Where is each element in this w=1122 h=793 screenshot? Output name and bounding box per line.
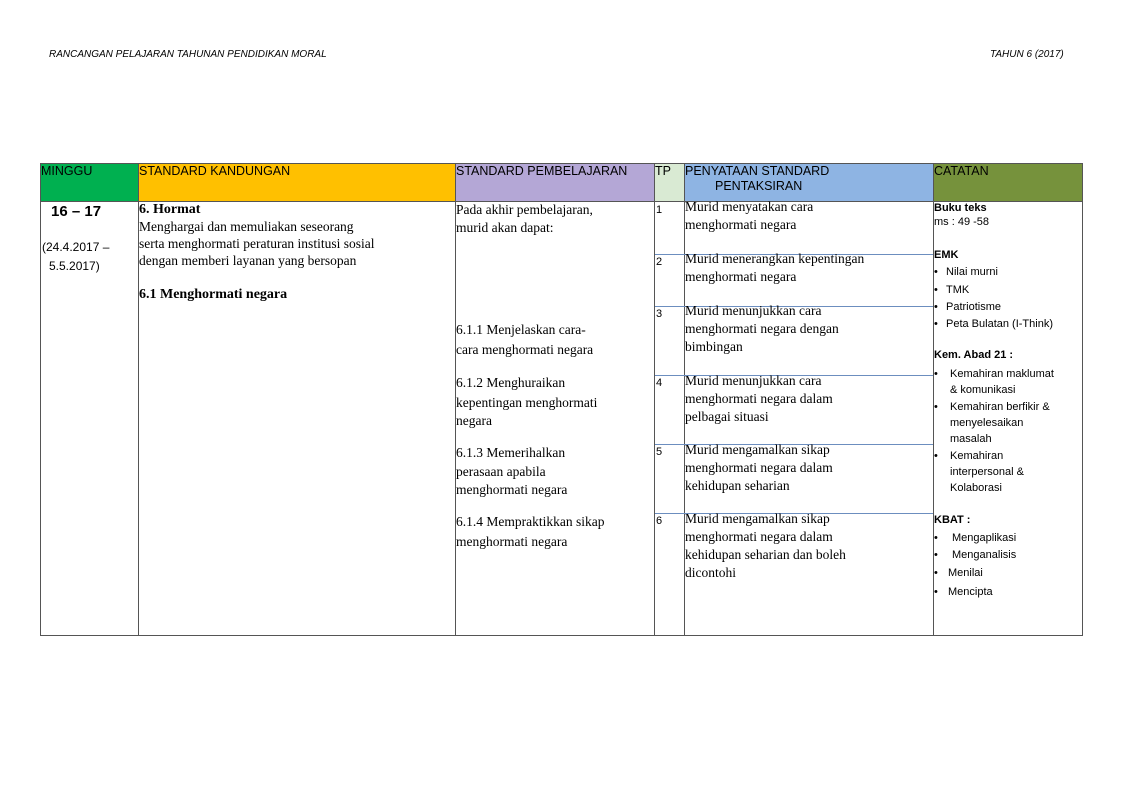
psp-5-l2: menghormati negara dalam	[685, 460, 833, 475]
abad21-item: • Kemahiran maklumat & komunikasi	[934, 368, 1054, 396]
bullet-icon: •	[934, 401, 938, 413]
sp-item-3-l2: perasaan apabila	[456, 464, 546, 479]
tp-level-3: 3	[656, 308, 663, 320]
psp-1-l1: Murid menyatakan cara	[685, 199, 814, 214]
kbat-item: • Mencipta	[934, 586, 993, 598]
emk-item: • Peta Bulatan (I-Think)	[934, 318, 1053, 330]
tp-level-6: 6	[656, 515, 663, 527]
psp-4-l2: menghormati negara dalam	[685, 391, 833, 406]
bullet-icon: •	[934, 368, 938, 380]
abad21-title: Kem. Abad 21 :	[934, 349, 1014, 361]
header-title: RANCANGAN PELAJARAN TAHUNAN PENDIDIKAN MORAL	[49, 49, 327, 60]
buku-teks-pages: ms : 49 -58	[934, 216, 990, 228]
psp-2-l1: Murid menerangkan kepentingan	[685, 251, 865, 266]
psp-header-line1: PENYATAAN STANDARD	[685, 164, 830, 178]
standard-pembelajaran-cell	[456, 202, 655, 636]
tp-level-5: 5	[656, 446, 663, 458]
bullet-icon: •	[934, 266, 938, 278]
psp-1-l2: menghormati negara	[685, 217, 797, 232]
abad21-item: • Kemahiran berfikir & menyelesaikan masalah	[934, 401, 1050, 445]
minggu-cell	[41, 202, 139, 636]
emk-item: • TMK	[934, 284, 970, 296]
psp-2-l2: menghormati negara	[685, 269, 797, 284]
week-range: 16 – 17	[51, 203, 102, 220]
col-sp-header: STANDARD PEMBELAJARAN	[456, 164, 655, 202]
emk-item: • Patriotisme	[934, 301, 1002, 313]
col-tp-header: TP	[655, 164, 685, 202]
date-line1: (24.4.2017 –	[42, 240, 110, 254]
bullet-icon: •	[934, 450, 938, 462]
tp-cell	[655, 202, 685, 636]
bullet-icon: •	[934, 284, 938, 296]
bullet-icon: •	[934, 532, 938, 544]
sk-line3: dengan memberi layanan yang bersopan	[139, 253, 357, 268]
psp-5-l1: Murid mengamalkan sikap	[685, 442, 830, 457]
bullet-icon: •	[934, 567, 938, 579]
sp-intro2: murid akan dapat:	[456, 220, 554, 235]
psp-header-line2: PENTAKSIRAN	[715, 179, 803, 193]
psp-3-l1: Murid menunjukkan cara	[685, 303, 822, 318]
sp-item-2-l3: negara	[456, 413, 492, 428]
sk-line1: Menghargai dan memuliakan seseorang	[139, 219, 354, 234]
pentaksiran-cell	[685, 199, 934, 636]
sk-subtitle: 6.1 Menghormati negara	[139, 287, 288, 302]
sp-item-3-l1: 6.1.3 Memerihalkan	[456, 445, 566, 460]
bullet-icon: •	[934, 586, 938, 598]
sp-item-3-l3: menghormati negara	[456, 482, 568, 497]
emk-item: • Nilai murni	[934, 266, 998, 278]
sp-intro1: Pada akhir pembelajaran,	[456, 202, 593, 217]
tp-level-1: 1	[656, 204, 663, 216]
sp-item-4-l2: menghormati negara	[456, 534, 568, 549]
psp-6-l4: dicontohi	[685, 565, 736, 580]
sp-item-4-l1: 6.1.4 Mempraktikkan sikap	[456, 514, 605, 529]
col-catatan-header: CATATAN	[934, 164, 1083, 202]
bullet-icon: •	[934, 318, 938, 330]
col-sk-header: STANDARD KANDUNGAN	[139, 164, 456, 202]
psp-6-l3: kehidupan seharian dan boleh	[685, 547, 846, 562]
sp-item-2-l1: 6.1.2 Menghuraikan	[456, 375, 566, 390]
kbat-item: • Menganalisis	[934, 549, 1017, 561]
psp-4-l1: Murid menunjukkan cara	[685, 373, 822, 388]
psp-3-l2: menghormati negara dengan	[685, 321, 839, 336]
table-header-row	[41, 164, 1083, 202]
kbat-item: • Menilai	[934, 567, 983, 579]
sp-item-1-l2: cara menghormati negara	[456, 342, 594, 357]
kbat-title: KBAT :	[934, 514, 971, 526]
date-line2: 5.5.2017)	[49, 259, 100, 273]
buku-teks-title: Buku teks	[934, 202, 987, 214]
col-psp-header	[685, 164, 934, 202]
tp-level-2: 2	[656, 256, 663, 268]
psp-6-l2: menghormati negara dalam	[685, 529, 833, 544]
bullet-icon: •	[934, 301, 938, 313]
psp-6-l1: Murid mengamalkan sikap	[685, 511, 830, 526]
sp-item-2-l2: kepentingan menghormati	[456, 395, 598, 410]
kbat-item: • Mengaplikasi	[934, 532, 1017, 544]
abad21-item: • Kemahiran interpersonal & Kolaborasi	[934, 450, 1024, 494]
table-body-row	[41, 202, 1083, 636]
emk-title: EMK	[934, 249, 959, 261]
sp-item-1-l1: 6.1.1 Menjelaskan cara-	[456, 322, 586, 337]
tp-level-4: 4	[656, 377, 663, 389]
psp-4-l3: pelbagai situasi	[685, 409, 769, 424]
lesson-plan-table	[40, 163, 1083, 636]
sk-line2: serta menghormati peraturan institusi sosial	[139, 236, 375, 251]
sk-title: 6. Hormat	[139, 202, 201, 217]
col-minggu-header: MINGGU	[41, 164, 139, 202]
psp-5-l3: kehidupan seharian	[685, 478, 790, 493]
bullet-icon: •	[934, 549, 938, 561]
catatan-cell	[934, 202, 1083, 636]
standard-kandungan-cell	[139, 202, 456, 636]
header-year: TAHUN 6 (2017)	[990, 49, 1064, 60]
psp-3-l3: bimbingan	[685, 339, 743, 354]
